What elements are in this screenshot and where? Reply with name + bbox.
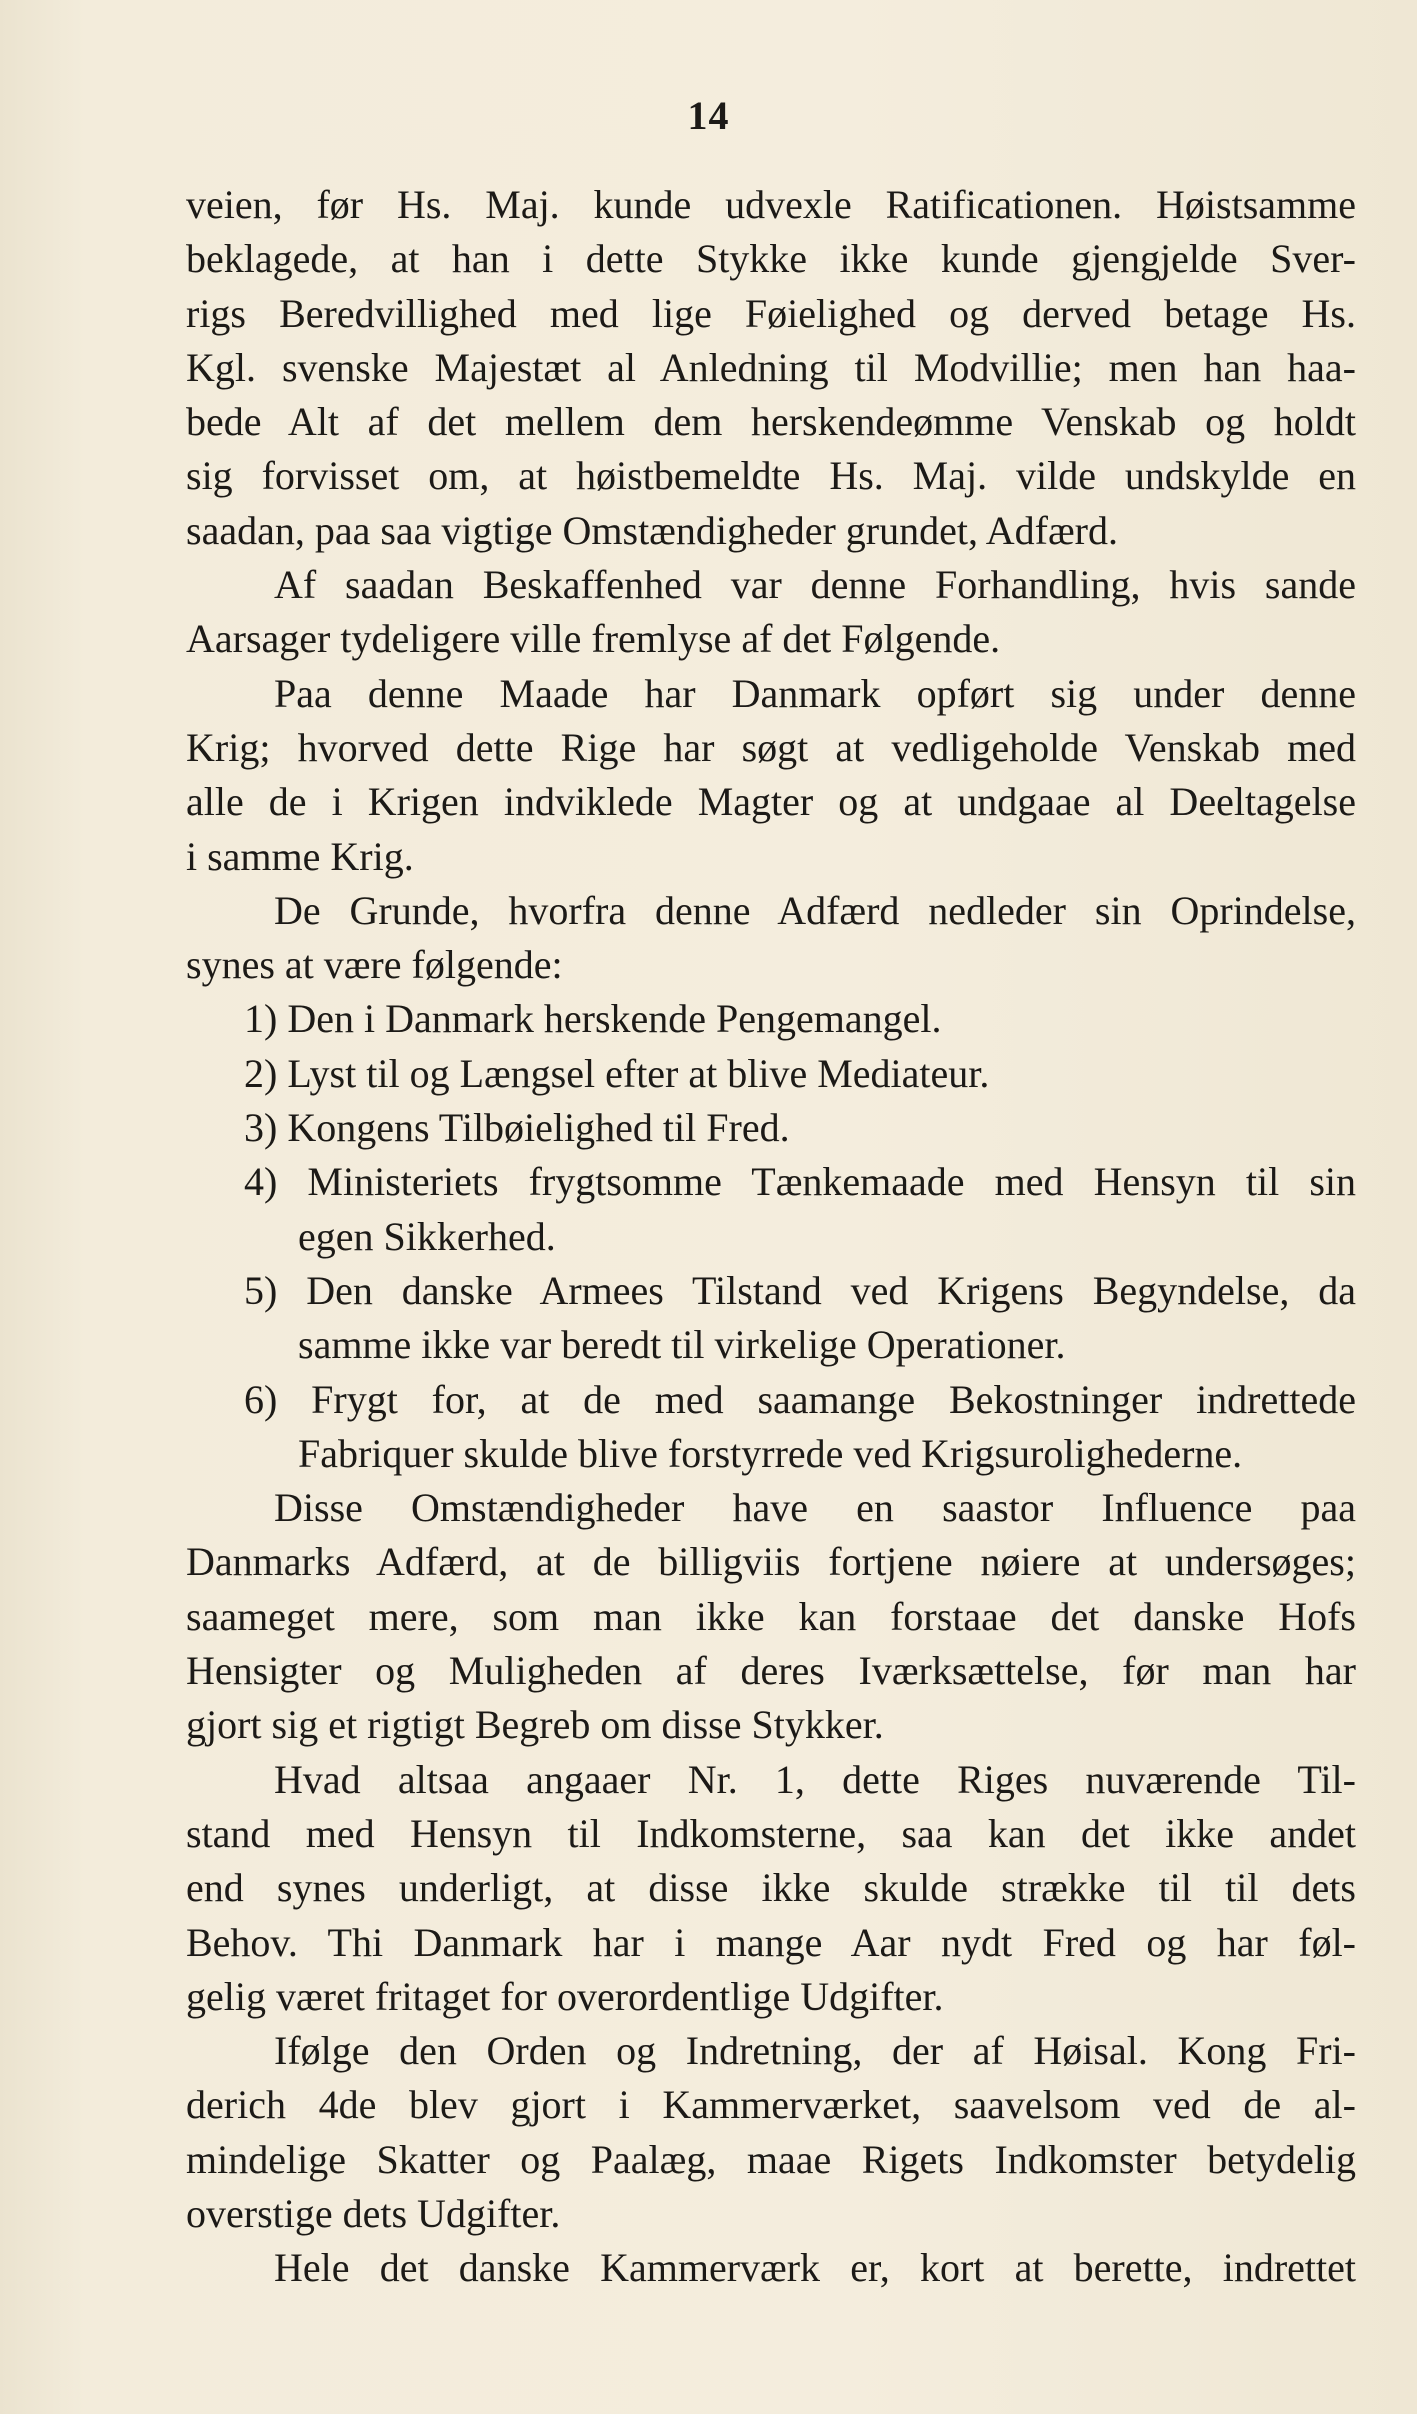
- text-line: synes at være følgende:: [186, 942, 563, 988]
- list-item: 2) Lyst til og Længsel efter at blive Mediateur.: [244, 1050, 990, 1096]
- text-line: gelig været fritaget for overordentlige Udgifter.: [186, 1973, 944, 2019]
- list-item: 1) Den i Danmark herskende Pengemangel.: [244, 996, 942, 1042]
- list-item-continuation: Fabriquer skulde blive forstyrrede ved Krigsurolighederne.: [298, 1430, 1243, 1476]
- text-line: saadan, paa saa vigtige Omstændigheder grundet, Adfærd.: [186, 507, 1118, 553]
- paragraph-start-line: Hele det danske Kammerværk er, kort at berette, indrettet: [274, 2245, 1356, 2291]
- text-line: i samme Krig.: [186, 833, 414, 879]
- text-line: beklagede, at han i dette Stykke ikke kunde gjengjelde Sver-: [186, 236, 1356, 282]
- list-item: 6) Frygt for, at de med saamange Bekostninger indrettede: [244, 1376, 1356, 1422]
- text-line: Krig; hvorved dette Rige har søgt at vedligeholde Venskab med: [186, 724, 1356, 770]
- paragraph-start-line: Af saadan Beskaffenhed var denne Forhandling, hvis sande: [274, 562, 1356, 608]
- text-line: rigs Beredvillighed med lige Føielighed og derved betage Hs.: [186, 290, 1356, 336]
- text-line: gjort sig et rigtigt Begreb om disse Stykker.: [186, 1702, 884, 1748]
- list-item-continuation: samme ikke var beredt til virkelige Operationer.: [298, 1322, 1066, 1368]
- list-item: 5) Den danske Armees Tilstand ved Krigens Begyndelse, da: [244, 1267, 1356, 1313]
- list-item: 3) Kongens Tilbøielighed til Fred.: [244, 1105, 790, 1151]
- text-line: saameget mere, som man ikke kan forstaae det danske Hofs: [186, 1593, 1356, 1639]
- paragraph-start-line: Hvad altsaa angaaer Nr. 1, dette Riges nuværende Til-: [274, 1756, 1356, 1802]
- text-line: Danmarks Adfærd, at de billigviis fortjene nøiere at undersøges;: [186, 1539, 1356, 1585]
- list-item: 4) Ministeriets frygtsomme Tænkemaade med Hensyn til sin: [244, 1159, 1356, 1205]
- text-line: derich 4de blev gjort i Kammerværket, saavelsom ved de al-: [186, 2082, 1356, 2128]
- list-item-continuation: egen Sikkerhed.: [298, 1213, 556, 1259]
- paragraph-start-line: De Grunde, hvorfra denne Adfærd nedleder sin Oprindelse,: [274, 887, 1356, 933]
- text-line: Behov. Thi Danmark har i mange Aar nydt Fred og har føl-: [186, 1919, 1356, 1965]
- body-text: [186, 178, 1356, 2296]
- text-line: veien, før Hs. Maj. kunde udvexle Ratificationen. Høistsamme: [186, 182, 1356, 227]
- text-line: stand med Hensyn til Indkomsterne, saa kan det ikke andet: [186, 1810, 1356, 1856]
- page-number: 14: [687, 93, 730, 138]
- text-line: Aarsager tydeligere ville fremlyse af det Følgende.: [186, 616, 1001, 662]
- text-line: Hensigter og Muligheden af deres Iværksættelse, før man har: [186, 1648, 1356, 1694]
- paragraph-start-line: Ifølge den Orden og Indretning, der af Høisal. Kong Fri-: [274, 2028, 1356, 2074]
- text-line: Kgl. svenske Majestæt al Anledning til Modvillie; men han haa-: [186, 344, 1356, 390]
- text-line: alle de i Krigen indviklede Magter og at undgaae al Deeltagelse: [186, 779, 1356, 825]
- paragraph-start-line: Disse Omstændigheder have en saastor Influence paa: [274, 1485, 1356, 1531]
- paragraph-start-line: Paa denne Maade har Danmark opført sig under denne: [274, 670, 1356, 716]
- text-line: bede Alt af det mellem dem herskendeømme Venskab og holdt: [186, 399, 1356, 445]
- text-line: sig forvisset om, at høistbemeldte Hs. Maj. vilde undskylde en: [186, 453, 1356, 499]
- text-line: mindelige Skatter og Paalæg, maae Rigets Indkomster betydelig: [186, 2136, 1356, 2182]
- text-line: overstige dets Udgifter.: [186, 2190, 561, 2236]
- text-line: end synes underligt, at disse ikke skulde strække til til dets: [186, 1865, 1356, 1911]
